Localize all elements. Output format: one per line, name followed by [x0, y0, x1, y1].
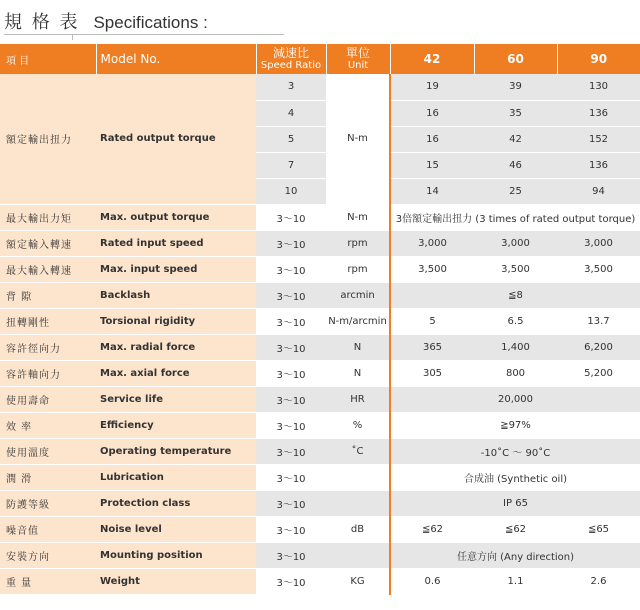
header-unit-zh: 單位: [345, 46, 370, 60]
value-cell-60: ≦62: [474, 516, 557, 542]
row-label-zh: 額定輸入轉速: [0, 230, 96, 256]
title-underline-tick: [72, 34, 73, 40]
row-label-zh: 安裝方向: [0, 542, 96, 568]
row-label-en: Max. input speed: [96, 256, 256, 282]
value-cell-60: 46: [474, 152, 557, 178]
value-cell-60: 6.5: [474, 308, 557, 334]
table-row: [0, 490, 640, 516]
value-cell-42: 3,000: [390, 230, 474, 256]
row-label-zh: 最大輸出力矩: [0, 204, 96, 230]
table-row: [0, 308, 640, 334]
row-label-zh: 噪音值: [0, 516, 96, 542]
value-cell-42: 0.6: [390, 568, 474, 594]
row-label-en: Torsional rigidity: [96, 308, 256, 334]
unit-cell: N: [326, 334, 390, 360]
value-cell-60: 42: [474, 126, 557, 152]
value-cell-90: 6,200: [557, 334, 640, 360]
table-row: [0, 386, 640, 412]
value-cell-90: 94: [557, 178, 640, 204]
unit-cell: dB: [326, 516, 390, 542]
ratio-cell: 3～10: [256, 204, 326, 230]
unit-cell: N: [326, 360, 390, 386]
specifications-table: [0, 44, 640, 595]
unit-cell: rpm: [326, 256, 390, 282]
value-cell-60: 3,500: [474, 256, 557, 282]
value-cell-90: 2.6: [557, 568, 640, 594]
table-row: [0, 568, 640, 594]
value-cell-42: 15: [390, 152, 474, 178]
row-label-en: Rated output torque: [96, 74, 256, 204]
row-label-zh: 防護等級: [0, 490, 96, 516]
header-model-42: 42: [390, 44, 474, 74]
row-label-en: Weight: [96, 568, 256, 594]
value-cell-60: 39: [474, 74, 557, 100]
unit-cell: [326, 490, 390, 516]
unit-cell: KG: [326, 568, 390, 594]
value-cell-all-models: 20,000: [390, 386, 640, 412]
table-row: [0, 412, 640, 438]
table-row: [0, 542, 640, 568]
value-cell-42: ≦62: [390, 516, 474, 542]
table-row: [0, 360, 640, 386]
unit-cell: HR: [326, 386, 390, 412]
value-cell-42: 3,500: [390, 256, 474, 282]
ratio-cell: 3～10: [256, 516, 326, 542]
row-label-zh: 背 隙: [0, 282, 96, 308]
ratio-cell: 3～10: [256, 256, 326, 282]
value-cell-all-models: 3倍額定輸出扭力 (3 times of rated output torque): [390, 204, 640, 230]
header-ratio-en: Speed Ratio: [260, 60, 322, 71]
title-underline: [4, 34, 284, 35]
value-cell-42: 14: [390, 178, 474, 204]
value-cell-60: 3,000: [474, 230, 557, 256]
ratio-cell: 3～10: [256, 308, 326, 334]
value-cell-42: 5: [390, 308, 474, 334]
ratio-cell: 5: [256, 126, 326, 152]
unit-cell: ˚C: [326, 438, 390, 464]
row-label-en: Protection class: [96, 490, 256, 516]
row-label-en: Max. axial force: [96, 360, 256, 386]
header-item: 項 目: [0, 44, 96, 74]
row-label-en: Noise level: [96, 516, 256, 542]
header-model-90: 90: [557, 44, 640, 74]
header-row: [0, 44, 640, 74]
value-cell-90: 3,500: [557, 256, 640, 282]
page-title-en: Specifications :: [93, 13, 208, 32]
header-speed-ratio: [256, 44, 326, 74]
ratio-cell: 7: [256, 152, 326, 178]
ratio-cell: 3～10: [256, 542, 326, 568]
row-label-en: Rated input speed: [96, 230, 256, 256]
table-row: [0, 334, 640, 360]
ratio-cell: 3～10: [256, 568, 326, 594]
page-title: [4, 8, 208, 34]
value-cell-60: 1,400: [474, 334, 557, 360]
row-label-zh: 容許軸向力: [0, 360, 96, 386]
ratio-cell: 3～10: [256, 464, 326, 490]
value-cell-60: 800: [474, 360, 557, 386]
header-ratio-zh: 減速比: [272, 46, 309, 60]
value-cell-42: 16: [390, 100, 474, 126]
value-cell-all-models: -10˚C ～ 90˚C: [390, 438, 640, 464]
value-cell-90: 3,000: [557, 230, 640, 256]
row-label-zh: 扭轉剛性: [0, 308, 96, 334]
unit-cell: rpm: [326, 230, 390, 256]
value-cell-90: 5,200: [557, 360, 640, 386]
row-label-zh: 使用溫度: [0, 438, 96, 464]
ratio-cell: 3～10: [256, 438, 326, 464]
value-cell-90: 136: [557, 152, 640, 178]
unit-cell: N-m/arcmin: [326, 308, 390, 334]
row-label-en: Mounting position: [96, 542, 256, 568]
header-model: Model No.: [96, 44, 256, 74]
table-row: [0, 516, 640, 542]
row-label-en: Efficiency: [96, 412, 256, 438]
row-label-en: Lubrication: [96, 464, 256, 490]
value-cell-all-models: 任意方向 (Any direction): [390, 542, 640, 568]
unit-cell: arcmin: [326, 282, 390, 308]
row-label-en: Operating temperature: [96, 438, 256, 464]
ratio-cell: 3～10: [256, 412, 326, 438]
table-row: [0, 464, 640, 490]
ratio-cell: 3～10: [256, 490, 326, 516]
header-unit-en: Unit: [347, 60, 369, 71]
value-cell-90: ≦65: [557, 516, 640, 542]
value-cell-42: 19: [390, 74, 474, 100]
value-cell-42: 16: [390, 126, 474, 152]
value-cell-all-models: IP 65: [390, 490, 640, 516]
ratio-cell: 3～10: [256, 334, 326, 360]
row-label-zh: 重 量: [0, 568, 96, 594]
page-title-zh: 規 格 表: [4, 12, 80, 33]
row-label-zh: 潤 滑: [0, 464, 96, 490]
row-label-en: Service life: [96, 386, 256, 412]
row-label-en: Max. output torque: [96, 204, 256, 230]
unit-cell: [326, 542, 390, 568]
value-cell-90: 152: [557, 126, 640, 152]
table-row: [0, 204, 640, 230]
value-cell-60: 35: [474, 100, 557, 126]
value-cell-60: 1.1: [474, 568, 557, 594]
ratio-cell: 10: [256, 178, 326, 204]
ratio-cell: 3～10: [256, 360, 326, 386]
ratio-cell: 3～10: [256, 230, 326, 256]
table-row: [0, 256, 640, 282]
value-cell-all-models: 合成油 (Synthetic oil): [390, 464, 640, 490]
unit-cell: [326, 464, 390, 490]
row-label-zh: 額定輸出扭力: [0, 74, 96, 204]
ratio-cell: 3～10: [256, 282, 326, 308]
row-label-zh: 效 率: [0, 412, 96, 438]
unit-cell: N-m: [326, 74, 390, 204]
header-unit: [326, 44, 390, 74]
value-cell-60: 25: [474, 178, 557, 204]
table-row: [0, 438, 640, 464]
table-row-torque-3: [0, 74, 640, 100]
unit-cell: N-m: [326, 204, 390, 230]
table-row: [0, 230, 640, 256]
value-cell-42: 305: [390, 360, 474, 386]
value-cell-all-models: ≦8: [390, 282, 640, 308]
ratio-cell: 4: [256, 100, 326, 126]
value-cell-all-models: ≧97%: [390, 412, 640, 438]
value-cell-90: 136: [557, 100, 640, 126]
value-cell-42: 365: [390, 334, 474, 360]
row-label-zh: 最大輸入轉速: [0, 256, 96, 282]
value-cell-90: 13.7: [557, 308, 640, 334]
ratio-cell: 3～10: [256, 386, 326, 412]
unit-cell: %: [326, 412, 390, 438]
row-label-zh: 使用壽命: [0, 386, 96, 412]
table-row: [0, 282, 640, 308]
header-model-60: 60: [474, 44, 557, 74]
value-cell-90: 130: [557, 74, 640, 100]
row-label-zh: 容許徑向力: [0, 334, 96, 360]
row-label-en: Max. radial force: [96, 334, 256, 360]
row-label-en: Backlash: [96, 282, 256, 308]
ratio-cell: 3: [256, 74, 326, 100]
